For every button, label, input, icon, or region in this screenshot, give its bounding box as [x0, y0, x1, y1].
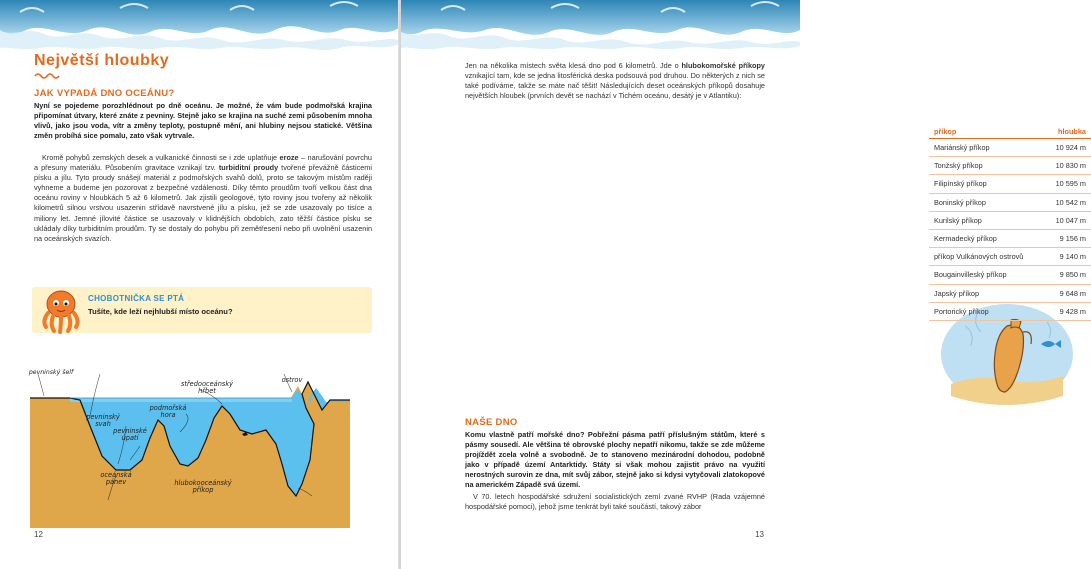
- box-heading: CHOBOTNIČKA SE PTÁ: [88, 294, 185, 303]
- table-row: [929, 266, 1091, 284]
- trench-depth-table: [929, 127, 1091, 321]
- intro-paragraph: Nyní se pojedeme porozhlédnout po dně oceánu. Je možné, že vám bude podmořská krajina připomínat útvary, které znáte z pevniny. Stejně jako se krajina na suché zemi působením mnoha vlivů, jako jsou voda, vítr a změny teploty, postupně mění, ani hlubiny nejsou statické. Většina změn probíhá sice pomalu, zato však vytrvale.: [34, 101, 372, 141]
- section-heading-ocean-floor: JAK VYPADÁ DNO OCEÁNU?: [34, 88, 175, 99]
- label-shelf: pevninský šelf: [28, 369, 74, 376]
- trench-depth: 10 924 m: [1044, 139, 1091, 157]
- table-row: [929, 211, 1091, 229]
- trench-name: Boninský příkop: [929, 193, 1044, 211]
- trench-name: Portorický příkop: [929, 302, 1044, 320]
- section-heading-our-bottom: NAŠE DNO: [465, 417, 518, 428]
- label-foot: pevninské úpatí: [113, 427, 147, 443]
- left-page: [0, 0, 399, 569]
- our-bottom-bold-paragraph: Komu vlastně patří mořské dno? Pobřežní pásma patří příslušným státům, které s pásmy sousedí. Ale většina té obrovské plochy nepatří nikomu, takže se zde můžeme projíždět zcela volně a svobodně. Je to stanoveno mezinárodní dohodou, podobně jako v případě území Antarktidy. Státy si však mohou zajistit právo na využití nerostných surovin ze dna, mít svůj zábor, stejně jako si kdysi vytyčovali zlatokopové na americkém Západě svá území.: [465, 430, 765, 490]
- page-title: Největší hloubky: [34, 52, 170, 69]
- octopus-icon: [36, 286, 86, 336]
- trench-name: Kermadecký příkop: [929, 229, 1044, 247]
- trench-depth: 10 542 m: [1044, 193, 1091, 211]
- label-ridge: středooceánský hřbet: [180, 380, 234, 396]
- label-island: ostrov: [281, 376, 303, 384]
- trench-depth: 9 156 m: [1044, 229, 1091, 247]
- erosion-paragraph: Kromě pohybů zemských desek a vulkanické činnosti se i zde uplatňuje eroze – narušování povrchu a přesuny materiálu. Působením gravitace vznikají tzv. turbiditní proudy tvořené převážně částicemi písku a jílu. Tyto proudy snášejí materiál z podmořských svahů dolů, proto se takovým místům raději vyhneme a budeme jen pozorovat z bezpečné vzdálenosti. Díky těmto proudům tvoří velkou část dna oceánu roviny v hloubkách 5 až 6 kilometrů. Jak zjistili geologové, tyto roviny jsou tvořeny až několik kilometrů silnou vrstvou usazenin střídavě navrstvené jílu a písku, jež se zde usazovaly po tisíce a miliony let. Jemné jílovité částice se usazovaly v klidnějších obdobích, zato těžší částice písku se ukládaly díky turbiditním proudům. Ty se dostaly do pohybu při zemětřesení nebo při uvolnění usazenin na oceánských svazích.: [34, 153, 372, 243]
- trench-name: příkop Vulkánových ostrovů: [929, 248, 1044, 266]
- trench-name: Tonžský příkop: [929, 157, 1044, 175]
- trench-depth: 10 047 m: [1044, 211, 1091, 229]
- label-plateau: podmořská hora: [149, 404, 187, 420]
- box-question: Tušíte, kde leží nejhlubší místo oceánu?: [88, 307, 233, 316]
- trench-name: Japský příkop: [929, 284, 1044, 302]
- trench-depth: 9 648 m: [1044, 284, 1091, 302]
- trench-depth: 9 428 m: [1044, 302, 1091, 320]
- wave-header: [0, 0, 399, 56]
- trench-depth: 9 850 m: [1044, 266, 1091, 284]
- table-row: [929, 302, 1091, 320]
- table-row: [929, 175, 1091, 193]
- table-row: [929, 248, 1091, 266]
- trench-name: Mariánský příkop: [929, 139, 1044, 157]
- table-row: [929, 157, 1091, 175]
- table-header-trench: příkop: [929, 127, 1044, 139]
- label-basin: oceánská pánev: [100, 471, 132, 487]
- page-number-left: 12: [34, 530, 43, 539]
- trench-name: Filipínský příkop: [929, 175, 1044, 193]
- table-header-depth: hloubka: [1044, 127, 1091, 139]
- table-row: [929, 139, 1091, 157]
- trench-depth: 10 830 m: [1044, 157, 1091, 175]
- table-row: [929, 229, 1091, 247]
- label-trench: hlubokooceánský příkop: [174, 479, 232, 495]
- trench-depth: 10 595 m: [1044, 175, 1091, 193]
- page-number-right: 13: [755, 530, 764, 539]
- trench-name: Kurilský příkop: [929, 211, 1044, 229]
- right-page: [401, 0, 1086, 569]
- trenches-intro: Jen na několika místech světa klesá dno pod 6 kilometrů. Jde o hlubokomořské příkopy vznikající tam, kde se jedna litosférická deska podsouvá pod druhou. Do některých z nich se také podíváme, takže se máte nač těšit! Následujících deset oceánských příkopů dosahuje největších hloubek (prvních devět se nachází v Tichém oceánu, desátý je v Atlantiku):: [465, 61, 765, 101]
- title-squiggle: [34, 72, 60, 78]
- table-row: [929, 193, 1091, 211]
- wave-header-right: [401, 0, 800, 56]
- label-slope: pevninský svah: [86, 413, 120, 429]
- our-bottom-paragraph: V 70. letech hospodářské sdružení socialistických zemí zvané RVHP (Rada vzájemné hospodářské pomoci), jehož jsme tenkrát byli také součástí, takový zábor: [465, 492, 765, 512]
- trench-name: Bougainvilleský příkop: [929, 266, 1044, 284]
- trench-depth: 9 140 m: [1044, 248, 1091, 266]
- table-row: [929, 284, 1091, 302]
